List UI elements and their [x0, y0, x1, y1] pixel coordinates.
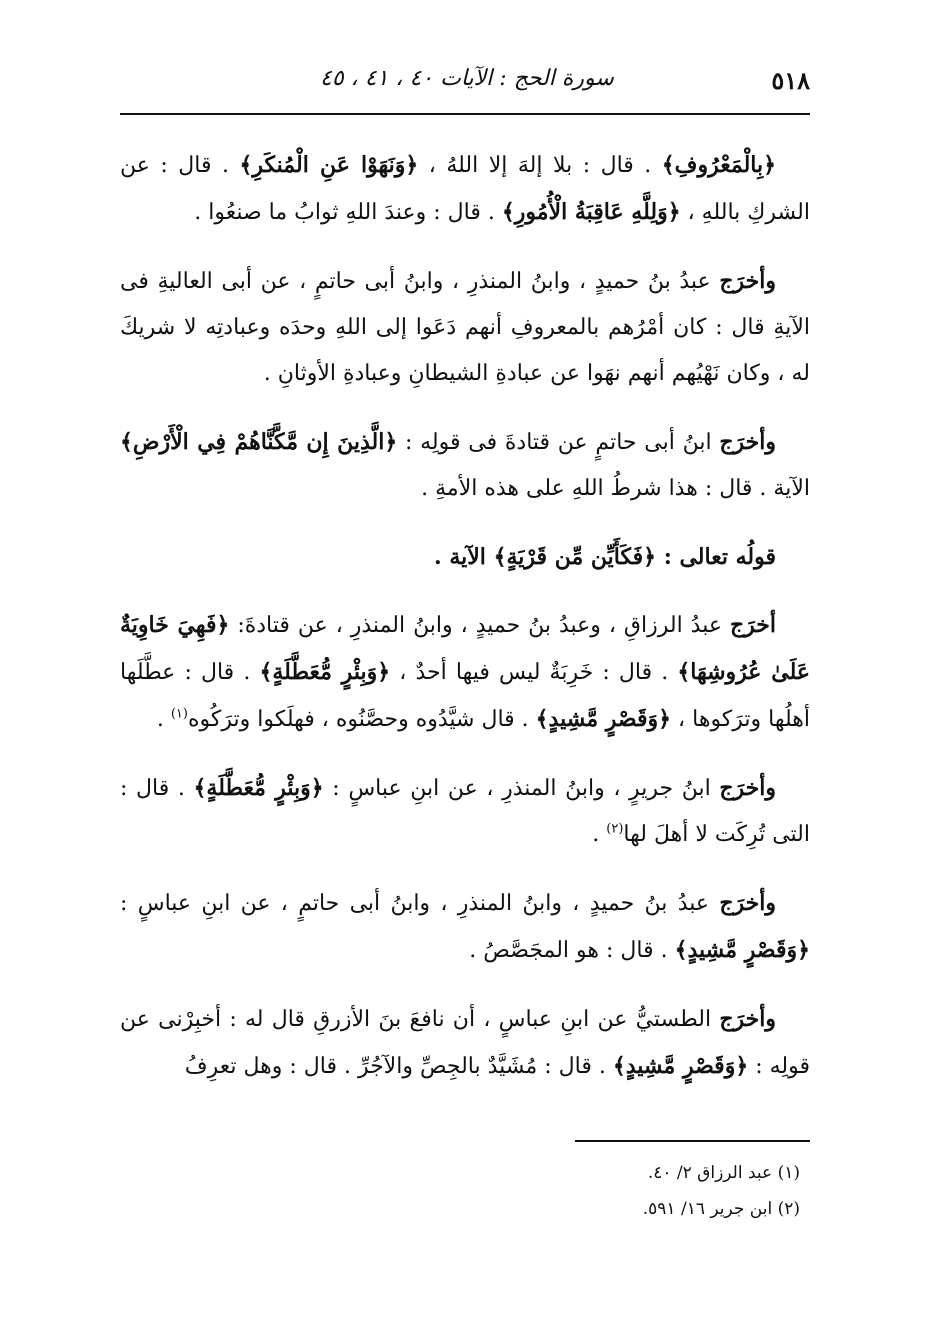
- body-segment: . قال : خَرِبَةٌ ليس فيها أحدٌ ،: [390, 660, 678, 685]
- paragraph: [120, 258, 810, 397]
- paragraph: [120, 602, 810, 743]
- quran-quote: ﴿وَنَهَوْا عَنِ الْمُنكَرِ﴾: [239, 152, 419, 178]
- paragraph: [120, 142, 810, 236]
- section-heading: [120, 534, 810, 580]
- body-segment: . قال : عطَّلَها أهلُها وترَكوها ،: [120, 660, 810, 732]
- narration-lead: قولُه تعالى :: [656, 544, 776, 570]
- running-head: سورة الحج : الآيات ٤٠ ، ٤١ ، ٤٥: [320, 66, 614, 91]
- book-page: [120, 0, 810, 1343]
- narration-lead: وأخرَج: [719, 1006, 776, 1032]
- footnote-ref: (١): [170, 706, 188, 722]
- body-segment: . قال : بلا إلهَ إلا اللهُ ،: [418, 153, 662, 178]
- body-segment: عبدُ بنُ حميدٍ ، وابنُ المنذرِ ، وابنُ أبى حاتمٍ ، عن أبى العاليةِ فى الآيةِ قال : كان أمْرُهم بالمعروفِ أنهم دَعَوا إلى اللهِ وحدَه وعبادتِه لا شريكَ له ، وكان نَهْيُهم أنهم نهَوا عن عبادةِ الشيطانِ وعبادةِ الأوثانِ .: [120, 269, 810, 386]
- header-rule: [120, 113, 810, 115]
- body-segment: . قال : هو المجَصَّصُ .: [469, 938, 675, 963]
- footnote-ref: (٢): [606, 821, 624, 837]
- quran-quote: ﴿وَقَصْرٍ مَّشِيدٍ﴾: [612, 1053, 749, 1079]
- quran-quote: ﴿وَقَصْرٍ مَّشِيدٍ﴾: [674, 937, 810, 963]
- body-segment: ابنُ جريرٍ ، وابنُ المنذرِ ، عن ابنِ عباسٍ :: [323, 776, 720, 801]
- body-segment: عبدُ بنُ حميدٍ ، وابنُ المنذرِ ، وابنُ أبى حاتمٍ ، عن ابنِ عباسٍ :: [120, 891, 720, 916]
- body-segment: الآية .: [434, 544, 494, 570]
- narration-lead: وأخرَج: [719, 268, 776, 294]
- footnote-rule: [575, 1140, 810, 1142]
- footnote: (٢) ابن جرير ١٦/ ٥٩١.: [642, 1199, 800, 1219]
- quran-quote: ﴿وَبِئْرٍ مُّعَطَّلَةٍ﴾: [193, 775, 324, 801]
- quran-quote: ﴿فَهِيَ خَاوِيَةٌ عَلَىٰ عُرُوشِهَا﴾: [120, 612, 810, 685]
- body-segment: الآية . قال : هذا شرطُ اللهِ على هذه الأمةِ .: [421, 476, 810, 501]
- body-segment: . قال : عن الشركِ باللهِ ،: [120, 153, 810, 225]
- narration-lead: وأخرَج: [719, 429, 776, 455]
- quran-quote: ﴿وَقَصْرٍ مَّشِيدٍ﴾: [535, 706, 672, 732]
- quran-quote: ﴿بِالْمَعْرُوفِ﴾: [661, 152, 776, 178]
- paragraph: [120, 880, 810, 974]
- body-segment: ابنُ أبى حاتمٍ عن قتادةَ فى قولِه :: [397, 430, 720, 455]
- footnote: (١) عبد الرزاق ٢/ ٤٠.: [647, 1163, 800, 1183]
- paragraph: [120, 419, 810, 512]
- quran-quote: ﴿وَلِلَّهِ عَاقِبَةُ الْأُمُورِ﴾: [501, 199, 681, 225]
- narration-lead: أخرَج: [729, 612, 776, 638]
- body-segment: . قال : التى تُرِكَت لا أهلَ لها: [120, 776, 810, 847]
- body-segment: الطستيُّ عن ابنِ عباسٍ ، أن نافعَ بنَ الأزرقِ قال له : أخبِرْنى عن قولِه :: [120, 1007, 810, 1079]
- body-text: [120, 142, 810, 1112]
- quran-quote: ﴿الَّذِينَ إِن مَّكَّنَّاهُمْ فِي الْأَرْضِ﴾: [120, 429, 398, 455]
- body-segment: . قال : مُشَيَّدٌ بالجِصِّ والآجُرِّ . قال : وهل تعرِفُ: [184, 1054, 613, 1079]
- body-segment: . قال شيَّدُوه وحصَّنُوه ، فهلَكوا وترَكُوه: [187, 707, 536, 732]
- narration-lead: وأخرَج: [719, 775, 776, 801]
- footnotes: [120, 1155, 810, 1227]
- body-segment: . قال : وعندَ اللهِ ثوابُ ما صنعُوا .: [194, 200, 502, 225]
- quran-quote: ﴿وَبِئْرٍ مُّعَطَّلَةٍ﴾: [259, 659, 391, 685]
- narration-lead: وأخرَج: [719, 890, 776, 916]
- page-header: [120, 62, 810, 102]
- body-segment: .: [156, 707, 171, 732]
- body-segment: .: [592, 822, 607, 847]
- page-number: ٥١٨: [771, 66, 810, 95]
- paragraph: [120, 765, 810, 858]
- body-segment: عبدُ الرزاقِ ، وعبدُ بنُ حميدٍ ، وابنُ المنذرِ ، عن قتادةَ:: [229, 613, 730, 638]
- paragraph: [120, 996, 810, 1090]
- quran-quote: ﴿فَكَأَيِّن مِّن قَرْيَةٍ﴾: [493, 544, 657, 570]
